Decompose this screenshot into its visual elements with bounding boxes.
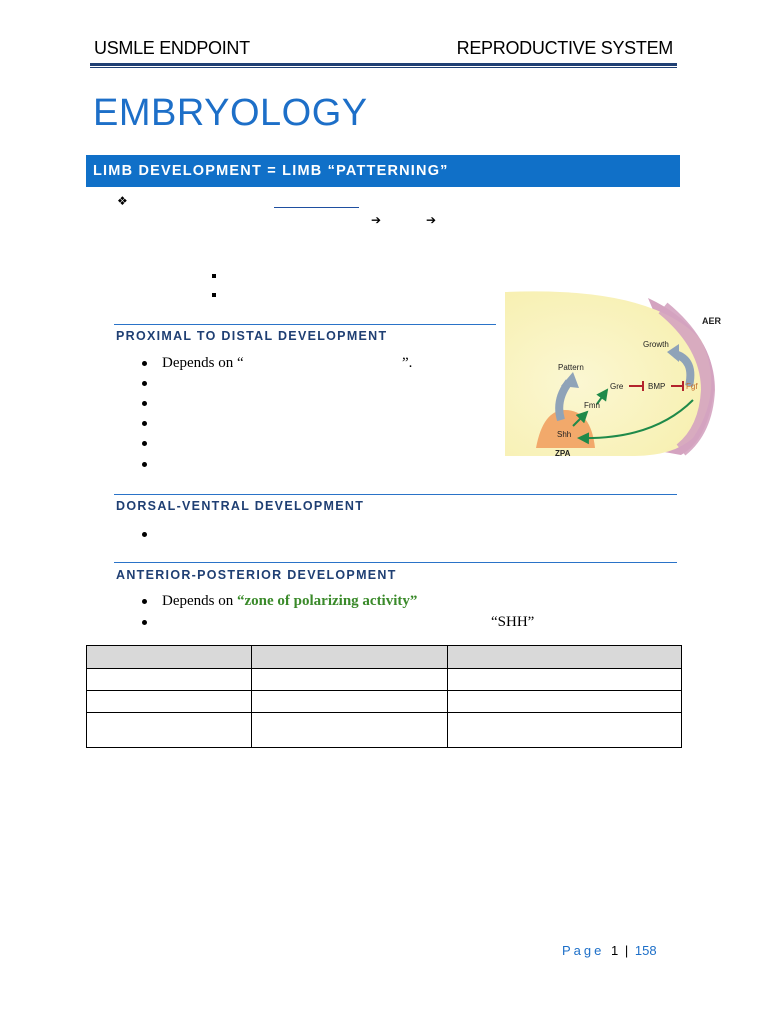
bmp-label: BMP (648, 382, 666, 391)
bullet-dot (142, 532, 147, 537)
page-title: EMBRYOLOGY (93, 92, 368, 134)
section-rule (114, 324, 496, 325)
header-rule (90, 63, 677, 66)
table-header-cell (252, 646, 448, 669)
diamond-bullet-icon: ❖ (117, 194, 128, 208)
proximal-depends-prefix: Depends on “ (162, 355, 244, 371)
page-total: 158 (634, 943, 657, 958)
table-cell (252, 691, 448, 713)
hyperlink-underline[interactable] (274, 207, 359, 208)
anterior-posterior-heading: ANTERIOR-POSTERIOR DEVELOPMENT (116, 568, 397, 582)
table-cell (448, 691, 682, 713)
zpa-highlight: “zone of polarizing activity” (237, 593, 418, 609)
table-header-cell (87, 646, 252, 669)
bullet-dot (142, 599, 147, 604)
table-cell (252, 669, 448, 691)
shh-label: Shh (557, 430, 572, 439)
bullet-dot (142, 620, 147, 625)
arrow-right-icon: ➔ (426, 213, 437, 227)
bullet-dot (142, 381, 147, 386)
header-left: USMLE ENDPOINT (94, 38, 250, 58)
table-row (87, 691, 682, 713)
page-number: 1 (611, 943, 619, 958)
pattern-label: Pattern (558, 363, 584, 372)
table-header-cell (448, 646, 682, 669)
proximal-distal-heading: PROXIMAL TO DISTAL DEVELOPMENT (116, 329, 388, 343)
fmn-label: Fmn (584, 401, 600, 410)
summary-table (86, 645, 682, 748)
bullet-dot (142, 462, 147, 467)
page-word: Page (562, 943, 605, 958)
zpa-label: ZPA (555, 449, 571, 458)
shh-text: “SHH” (491, 614, 535, 630)
table-cell (87, 713, 252, 748)
table-row (87, 713, 682, 748)
square-bullet-icon (212, 274, 216, 278)
header-rule-thin (90, 67, 677, 68)
dorsal-ventral-heading: DORSAL-VENTRAL DEVELOPMENT (116, 499, 365, 513)
bullet-dot (142, 421, 147, 426)
table-cell (252, 713, 448, 748)
section-rule (114, 494, 677, 495)
aer-label: AER (702, 316, 722, 326)
section-rule (114, 562, 677, 563)
table-cell (448, 669, 682, 691)
table-header-row (87, 646, 682, 669)
limb-bud-diagram (503, 290, 723, 462)
square-bullet-icon (212, 293, 216, 297)
growth-label: Growth (643, 340, 669, 349)
gre-label: Gre (610, 382, 624, 391)
fgf-label: Fgf (686, 382, 698, 391)
page-separator: | (624, 943, 629, 958)
table-cell (87, 691, 252, 713)
table-cell (87, 669, 252, 691)
bullet-dot (142, 361, 147, 366)
anterior-depends-line: Depends on “zone of polarizing activity” (162, 593, 418, 609)
section-banner: LIMB DEVELOPMENT = LIMB “PATTERNING” (86, 155, 680, 187)
page-footer (562, 943, 657, 958)
table-row (87, 669, 682, 691)
arrow-right-icon: ➔ (371, 213, 382, 227)
bullet-dot (142, 401, 147, 406)
table-cell (448, 713, 682, 748)
proximal-depends-suffix: ”. (402, 355, 413, 371)
bullet-dot (142, 441, 147, 446)
header-right: REPRODUCTIVE SYSTEM (456, 38, 673, 58)
